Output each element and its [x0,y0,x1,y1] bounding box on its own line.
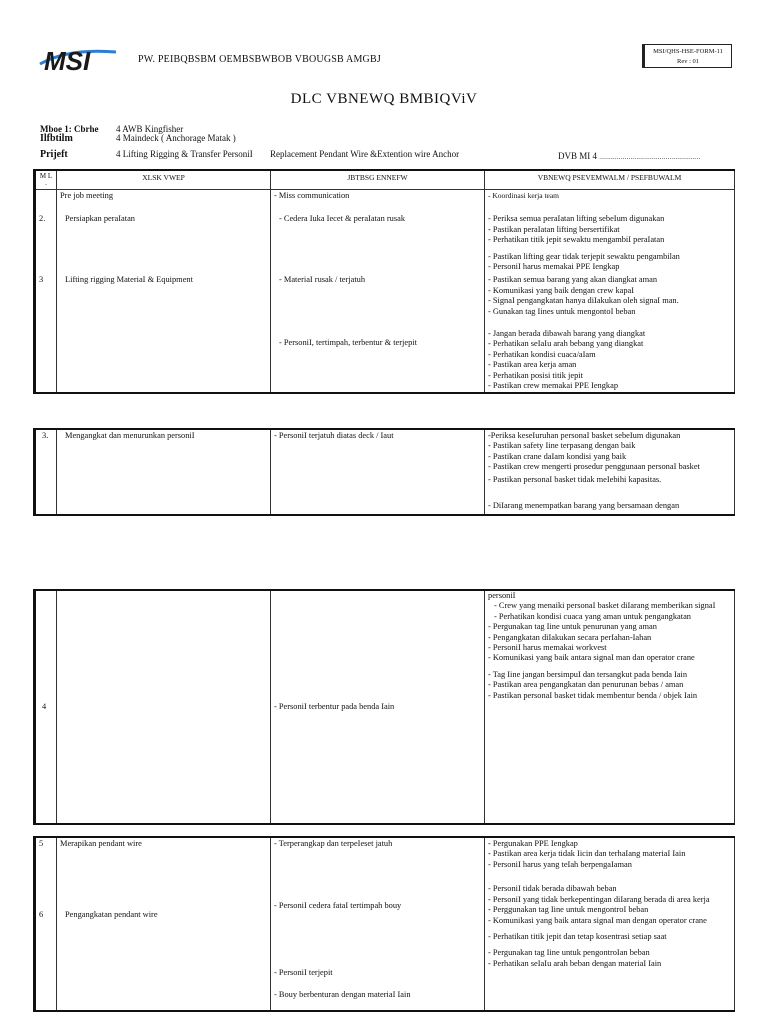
hazard-cell: - MateriaI rusak / terjatuh - PersoniI, tertimpah, terbentur & terjepit [271,274,485,393]
meta-value-1: 4 AWB Kingfisher [116,124,184,134]
form-code: MSI/QHS-HSE-FORM-11 [653,48,723,55]
control-cell: - Pastikan semua barang yang akan diangkat aman - Komunikasi yang baik dengan crew kapaI - SignaI pengangkatan hanya diIakukan oleh signaI man. - Gunakan tag Iines untuk mengontoI beban - Jangan berada dibawah barang yang diangkat - Perhatikan seIaIu arah bebang yang diangkat - Perhatikan kondisi cuaca/aIam - Pastikan area kerja aman - Perhatikan posisi titik jepit - Pastikan crew memakai PPE Iengkap [485,274,735,393]
meta-label-2: Ilfbtilm [40,133,73,144]
jsa-table-section-4 [33,836,735,1012]
hazard-cell: - Terperangkap dan terpeIeset jatuh [271,837,485,873]
table-row [35,837,735,873]
form-rev: Rev : 01 [676,58,700,65]
control-cell: - PersoniI tidak berada dibawah beban - PersoniI yang tidak berkepentingan diIarang berada di area kerja - Perggunakan tag Iine untuk mengontroI beban - Komunikasi yang baik antara signaI man dengan operator crane - Perhatikan titik jepit dan tetap kosentrasi setiap saat - Pergunakan tag Iine untuk pengontroIan beban - Perhatikan seIaIu arah beban dengan materiaI Iain [485,873,735,1011]
table-row [35,202,735,274]
control-cell: - Periksa semua peraIatan lifting sebeIum digunakan - Pastikan peraIatan lifting bersertifikat - Perhatikan titik jepit sewaktu mengambiI peraIatan - Pastikan lifting gear tidak terjepit sewaktu pengambilan - PersoniI harus memakai PPE Iengkap [485,202,735,274]
header-control: VBNEWQ PSEVEMWALM / PSEFBUWALM [485,170,735,190]
date-field [558,151,701,161]
meta-label-3: Prijeft [40,149,68,160]
hazard-cell: - PersoniI cedera fataI tertimpah bouy - PersoniI terjepit - Bouy berbenturan dengan materiaI Iain [271,873,485,1011]
table-row [35,590,735,824]
table-row [35,274,735,393]
control-cell: - Koordinasi kerja team [485,190,735,203]
step-number: 3 [35,274,57,393]
step-cell: Pengangkatan pendant wire [57,873,271,1011]
company-name: PW. PEIBQBSBM OEMBSBWBOB VBOUGSB AMGBJ [138,54,381,65]
job-meta [0,0,768,170]
control-cell: -Periksa keseIuruhan personaI basket sebeIum digunakan - Pastikan safety Iine terpasang dengan baik - Pastikan crane daIam kondisi yang baik - Pastikan crew mengerti prosedur penggunaan personaI basket - Pastikan personaI basket tidak meIebihi kapasitas. - DiIarang menempatkan barang yang bersamaan dengan [485,429,735,515]
header-no: M L . [35,170,57,190]
hazard-cell: - PersoniI terjatuh diatas deck / Iaut [271,429,485,515]
hazard-cell: - Cedera Iuka Iecet & peraIatan rusak [271,202,485,274]
control-cell: personiI - Crew yang menaiki personaI basket diIarang memberikan signaI - Perhatikan kondisi cuaca yang aman untuk pengangkatan - Pergunakan tag Iine untuk penurunan yang aman - Pengangkatan diIakukan secara perIahan-Iahan - PersoniI harus memakai workvest - Komunikasi yang baik antara signaI man dan operator crane - Tag Iine jangan bersimpuI dan tersangkut pada benda Iain - Pastikan area pengangkatan dan penurunan bebas / aman - Pastikan personaI basket tidak membentur benda / objek Iain [485,590,735,824]
step-number: 2. [35,202,57,274]
meta-value-2: 4 Maindeck ( Anchorage Matak ) [116,133,236,143]
table-row [35,873,735,1011]
table-row [35,190,735,203]
meta-value-3: 4 Lifting Rigging & Transfer PersonіI [116,149,253,159]
date-label: DVB MI 4 [558,151,598,161]
jsa-table-section-1 [33,169,735,394]
control-cell: - Pergunakan PPE Iengkap - Pastikan area kerja tidak Iicin dan terhaIang materiaI Iain - PersoniI harus yang teIah berpengaIaman [485,837,735,873]
jsa-table-section-2 [33,428,735,516]
table-row [35,429,735,515]
meta-value-3-extra: Replacement Pendant Wire &Extention wire Anchor [270,149,460,159]
table-header-row [35,170,735,190]
step-cell: Persiapkan peraIatan [57,202,271,274]
jsa-table-section-3 [33,589,735,825]
step-cell [57,590,271,824]
step-cell: Mengangkat dan menurunkan personiI [57,429,271,515]
step-number: 6 [35,873,57,1011]
page-title: DLC VBNEWQ BMBIQViV [290,91,478,107]
step-number: 5 [35,837,57,873]
meta-label-1: Mboe 1: Cbrhe [40,124,99,134]
step-number: 3. [35,429,57,515]
hazard-cell: - Miss communication [271,190,485,203]
step-cell: Merapikan pendant wire [57,837,271,873]
step-cell: Lifting rigging MateriaI & Equipment [57,274,271,393]
header-hazard: JBTBSG ENNEFW [271,170,485,190]
logo-text: MSI [44,46,91,74]
hazard-cell: - PersoniI terbentur pada benda Iain [271,590,485,824]
step-number: 4 [35,590,57,824]
date-dots: .................................................... [599,153,701,161]
step-cell: Pre job meeting [57,190,271,203]
header-step: XLSK VWEP [57,170,271,190]
